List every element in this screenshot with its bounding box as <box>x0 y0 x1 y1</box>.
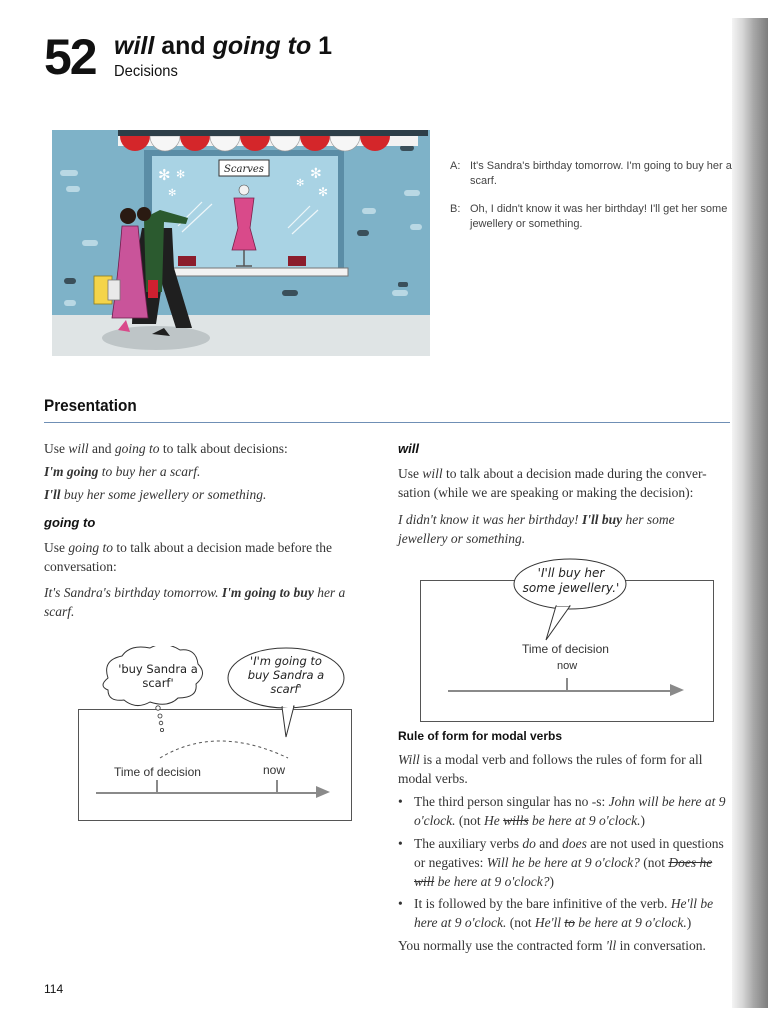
will-heading: will <box>398 441 419 456</box>
title-will: will <box>114 32 155 60</box>
dialogue-line-b <box>450 202 740 234</box>
timeline-arrowhead <box>316 786 330 798</box>
title-going-to: going to <box>212 32 312 60</box>
svg-text:✻: ✻ <box>318 185 329 199</box>
dialogue-b-text: Oh, I didn't know it was her birthday! I'll get her some jewellery or something. <box>470 203 728 230</box>
rule-bullet-3: • It is followed by the bare infinitive of the verb. He'll be here at 9 o'clock. (not He'll to be here at 9 o'clock.) <box>398 896 714 930</box>
will-speech-bubble-text: 'I'll buy her some jewellery.' <box>522 566 620 595</box>
dialogue-a-text: It's Sandra's birthday tomorrow. I'm going to buy her a scarf. <box>470 160 732 187</box>
page-number: 114 <box>44 982 64 996</box>
title-number: 1 <box>311 32 333 60</box>
going-to-heading: going to <box>44 515 96 530</box>
svg-text:✻: ✻ <box>168 188 177 199</box>
will-now-label: now <box>557 660 578 672</box>
unit-title <box>114 32 332 61</box>
decision-tick <box>156 780 158 792</box>
section-heading: Presentation <box>44 396 137 415</box>
speech-bubble-text: 'I'm going to buy Sandra a scarf' <box>247 654 325 696</box>
section-divider <box>44 422 730 423</box>
going-to-example: It's Sandra's birthday tomorrow. I'm going to buy her a scarf. <box>44 585 346 619</box>
speaker-b: B: <box>450 203 461 215</box>
thought-bubble-text: 'buy Sandra a scarf' <box>118 662 198 690</box>
will-decision-tick <box>566 678 568 690</box>
rule-heading: Rule of form for modal verbs <box>398 729 563 743</box>
title-and: and <box>154 32 213 60</box>
will-timeline-line <box>448 690 674 692</box>
example-will: I'll buy her some jewellery or something. <box>44 487 267 502</box>
svg-text:✻: ✻ <box>296 178 305 189</box>
unit-number: 52 <box>44 29 96 85</box>
now-label: now <box>263 763 286 777</box>
speaker-a: A: <box>450 160 461 172</box>
svg-text:✻: ✻ <box>310 166 322 182</box>
will-timeline-arrowhead <box>670 684 684 696</box>
svg-text:✻: ✻ <box>158 166 171 184</box>
shop-sign-text: Scarves <box>224 164 264 175</box>
unit-subtitle: Decisions <box>114 63 178 80</box>
timeline-line <box>96 792 320 794</box>
going-to-explanation: Use going to to talk about a decision made before the conversation: <box>44 540 332 574</box>
will-explanation: Use will to talk about a decision made during the conver-sation (while we are speaking or making the decision): <box>398 466 707 500</box>
rule-intro: Will is a modal verb and follows the rules of form for all modal verbs. <box>398 752 703 786</box>
time-of-decision-label: Time of decision <box>114 765 201 779</box>
intro-text: Use will and going to to talk about decisions: <box>44 441 288 456</box>
closing-note: You normally use the contracted form 'll in conversation. <box>398 938 706 953</box>
will-example: I didn't know it was her birthday! I'll buy her some jewellery or something. <box>398 512 675 546</box>
now-tick <box>276 780 278 792</box>
shop-window-illustration <box>52 130 430 356</box>
rule-bullet-1: • The third person singular has no -s: John will be here at 9 o'clock. (not He wills be here at 9 o'clock.) <box>398 794 726 828</box>
rule-bullet-2: • The auxiliary verbs do and does are not used in questions or negatives: Will he be here at 9 o'clock? (not Does he will be here at 9 o'clock?) <box>398 836 724 889</box>
example-going-to: I'm going to buy her a scarf. <box>44 464 201 479</box>
dialogue-line-a <box>450 159 740 191</box>
svg-text:✻: ✻ <box>176 168 186 181</box>
will-time-of-decision-label: Time of decision <box>522 642 609 656</box>
